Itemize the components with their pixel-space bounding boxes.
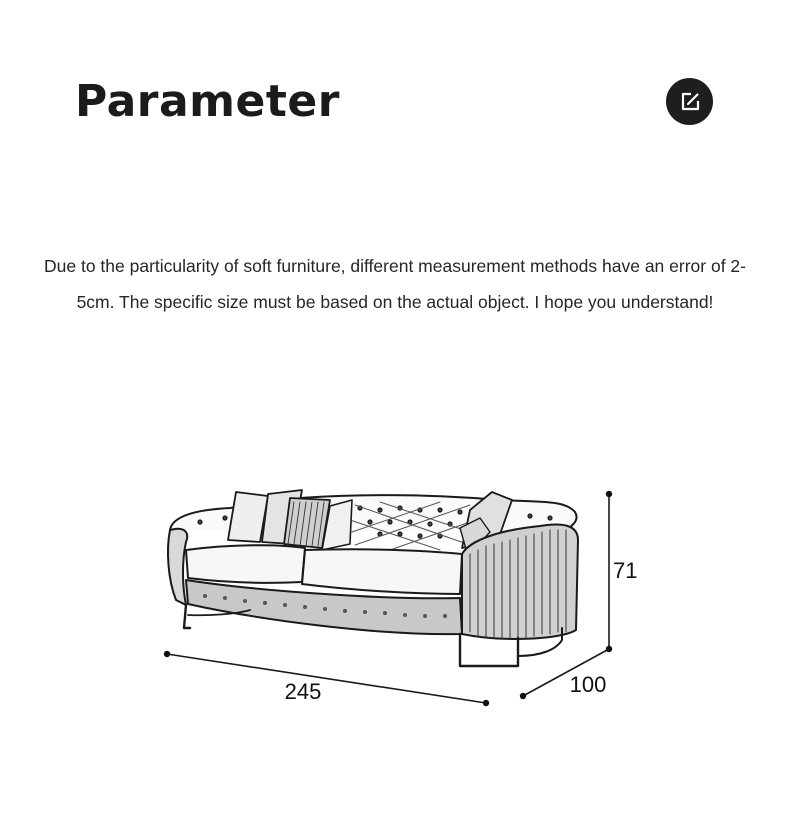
sofa-line-drawing: [168, 490, 578, 666]
measurement-notice: Due to the particularity of soft furniture, different measurement methods have an error of 2-5cm. The specific size must be based on the actual object. I hope you understand!: [44, 256, 746, 312]
length-label: 245: [284, 679, 322, 704]
height-label: 71: [613, 558, 638, 583]
page-title: Parameter: [75, 76, 340, 127]
edit-button[interactable]: [666, 78, 713, 125]
depth-label: 100: [569, 672, 607, 697]
edit-icon: [678, 90, 702, 114]
sofa-dimension-diagram: [0, 470, 790, 730]
